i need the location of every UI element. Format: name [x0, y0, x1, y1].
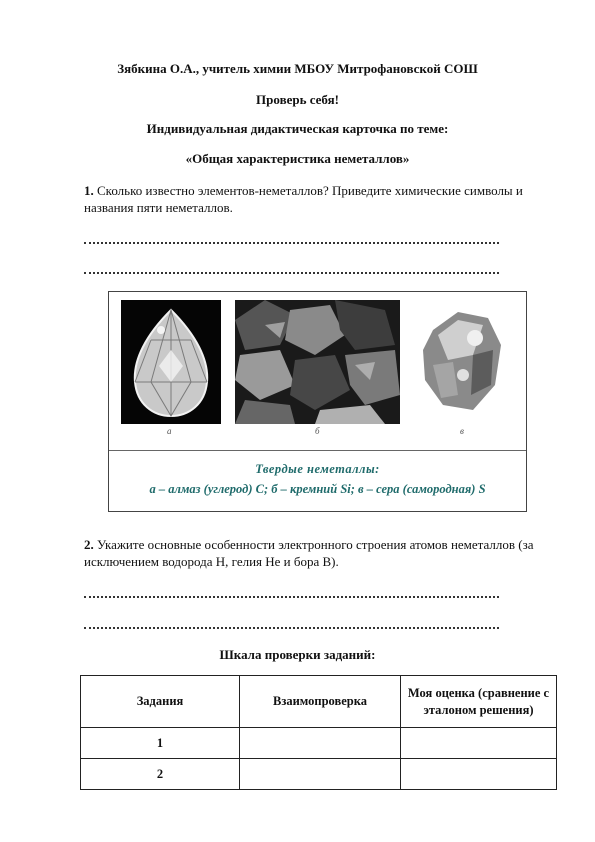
peer-check-cell[interactable]	[240, 728, 401, 759]
question-2-number: 2.	[84, 537, 94, 552]
figure-label-c: в	[460, 426, 464, 436]
diamond-image	[121, 300, 221, 424]
sulfur-photo	[413, 300, 510, 424]
figure-label-b: б	[315, 426, 320, 436]
silicon-photo	[235, 300, 400, 424]
silicon-image	[235, 300, 400, 424]
scale-title: Шкала проверки заданий:	[219, 647, 376, 662]
task-number-cell: 2	[81, 759, 240, 790]
column-header: Взаимопроверка	[240, 676, 401, 728]
nonmetals-figure	[108, 291, 527, 512]
answer-line[interactable]	[84, 592, 499, 598]
question-1	[84, 182, 554, 216]
figure-caption-text: а – алмаз (углерод) С; б – кремний Si; в – сера (самородная) S	[149, 482, 486, 496]
figure-label-a: а	[167, 426, 172, 436]
diamond-photo	[121, 300, 221, 424]
table-header-row	[81, 676, 557, 728]
task-number-cell: 1	[81, 728, 240, 759]
grading-table	[80, 675, 557, 790]
column-header: Задания	[81, 676, 240, 728]
sulfur-image	[413, 300, 510, 424]
self-grade-cell[interactable]	[401, 728, 557, 759]
question-1-text: Сколько известно элементов-неметаллов? Приведите химические символы и названия пяти неметаллов.	[84, 183, 523, 215]
question-2	[84, 536, 554, 570]
check-title: Проверь себя!	[256, 92, 339, 107]
question-2-text: Укажите основные особенности электронного строения атомов неметаллов (за исключением водорода Н, гелия Не и бора В).	[84, 537, 534, 569]
table-row	[81, 759, 557, 790]
topic-title: «Общая характеристика неметаллов»	[185, 151, 410, 166]
answer-line[interactable]	[84, 268, 499, 274]
column-header: Моя оценка (сравнение с эталоном решения)	[401, 676, 557, 728]
self-grade-cell[interactable]	[401, 759, 557, 790]
question-1-number: 1.	[84, 183, 94, 198]
card-title: Индивидуальная дидактическая карточка по теме:	[146, 121, 449, 136]
peer-check-cell[interactable]	[240, 759, 401, 790]
answer-line[interactable]	[84, 623, 499, 629]
figure-caption-title: Твердые неметаллы:	[255, 462, 380, 476]
figure-divider	[109, 450, 526, 451]
author-line: Зябкина О.А., учитель химии МБОУ Митрофановской СОШ	[117, 61, 478, 76]
table-row	[81, 728, 557, 759]
answer-line[interactable]	[84, 238, 499, 244]
